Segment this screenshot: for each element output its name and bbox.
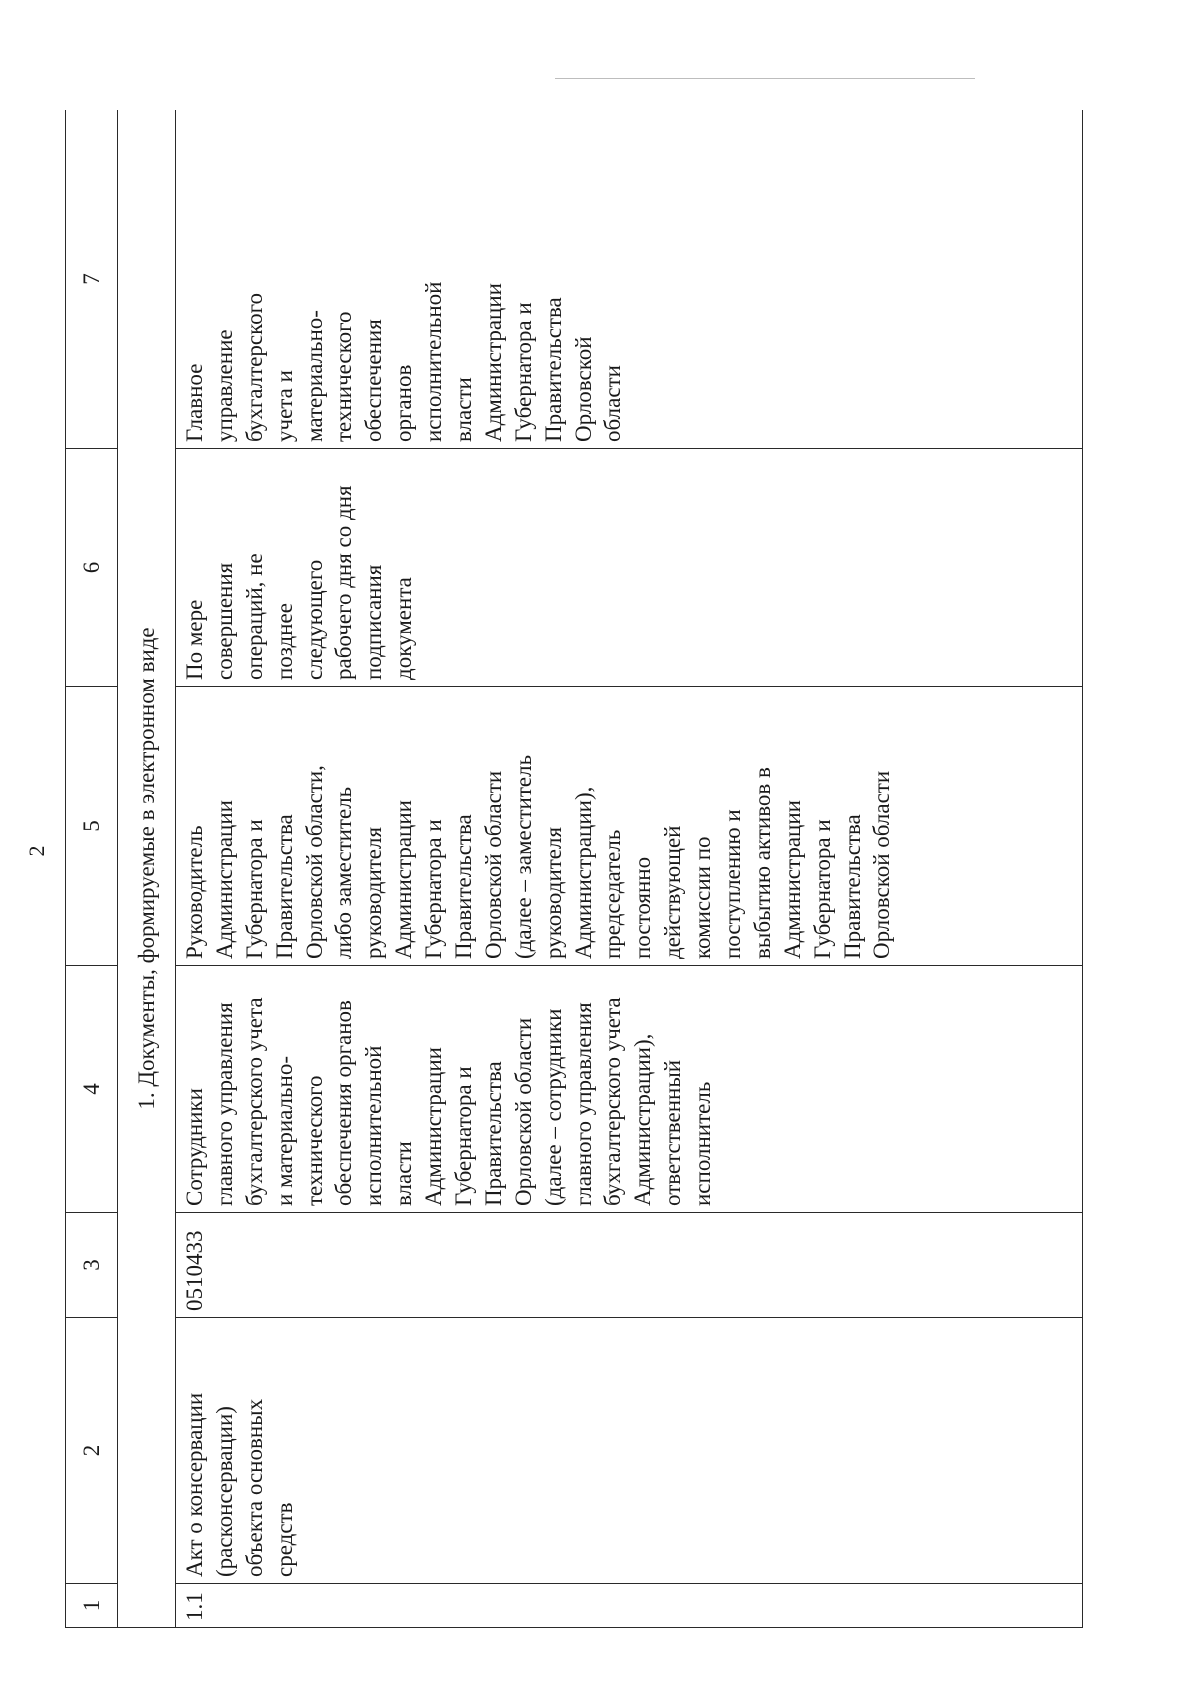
document-name-cell: Акт о консервации (расконсервации) объекта основных средств — [176, 1318, 1083, 1584]
deadline-cell: По мере совершения операций, не позднее следующего рабочего дня со дня подписания документа — [176, 449, 1083, 687]
table-row — [176, 110, 1083, 1628]
creator-cell: Сотрудники главного управления бухгалтерского учета и материально- технического обеспечения органов исполнительной власти Администрации Губернатора и Правительства Орловской области (далее – сотрудники главного управления бухгалтерского учета Администрации), ответственный исполнитель — [176, 966, 1083, 1213]
column-number: 4 — [66, 966, 118, 1213]
document-table — [65, 110, 1083, 1628]
section-title: 1. Документы, формируемые в электронном виде — [118, 110, 176, 1628]
form-code-cell: 0510433 — [176, 1213, 1083, 1318]
column-number: 3 — [66, 1213, 118, 1318]
column-number: 2 — [66, 1318, 118, 1584]
row-number-cell: 1.1 — [176, 1584, 1083, 1628]
column-number: 7 — [66, 110, 118, 449]
column-number: 6 — [66, 449, 118, 687]
scan-noise — [555, 78, 975, 79]
document-table-frame — [65, 110, 1083, 1628]
recipient-cell: Главное управление бухгалтерского учета и материально- технического обеспечения органов исполнительной власти Администрации Губернатора и Правительства Орловской области — [176, 110, 1083, 449]
page-number: 2 — [24, 845, 49, 857]
rotated-table-wrapper — [65, 110, 1083, 1628]
signer-cell: Руководитель Администрации Губернатора и Правительства Орловской области, либо заместитель руководителя Администрации Губернатора и Правительства Орловской области (далее – заместитель руководителя Администрации), председатель постоянно действующей комиссии по поступлению и выбытию активов в Администрации Губернатора и Правительства Орловской области — [176, 687, 1083, 966]
column-number: 5 — [66, 687, 118, 966]
column-number-row — [66, 110, 118, 1628]
column-number: 1 — [66, 1584, 118, 1628]
section-header-row — [118, 110, 176, 1628]
